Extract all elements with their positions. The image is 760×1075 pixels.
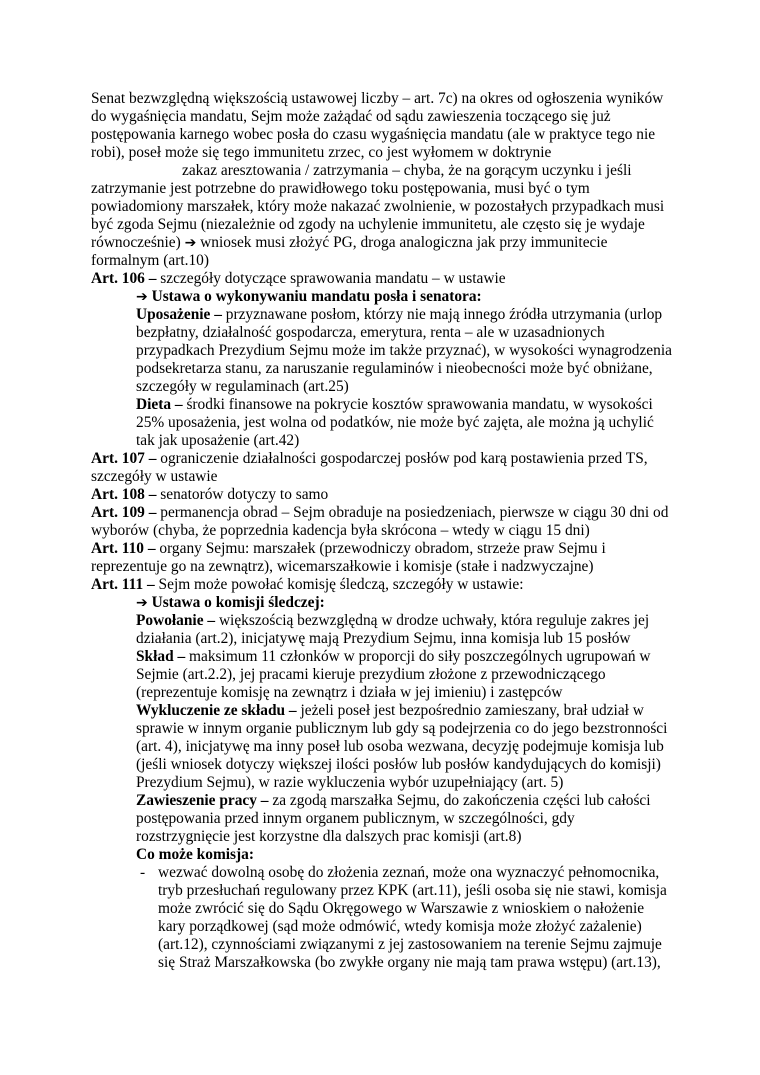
bold-heading-text: Art. 107 –: [91, 450, 157, 467]
body-text: (art. 4), inicjatywę ma inny poseł lub osoba wezwana, decyzję podejmuje komisja lub: [136, 738, 664, 755]
text-line: [136, 594, 325, 612]
body-text: wezwać dowolną osobę do złożenia zeznań, może ona wyznaczyć pełnomocnika,: [158, 864, 660, 881]
body-text: wyborów (chyba, że poprzednia kadencja była skrócona – wtedy w ciągu 15 dni): [91, 522, 590, 539]
text-line: [136, 324, 605, 342]
body-text: postępowania karnego wobec posła do czasu wygaśnięcia mandatu (ale w praktyce tego nie: [91, 126, 656, 143]
body-text: maksimum 11 członków w proporcji do siły poszczególnych ugrupowań w: [185, 648, 651, 665]
body-text: Senat bezwzględną większością ustawowej liczby – art. 7c) na okres od ogłoszenia wyników: [91, 90, 664, 107]
body-text: do wygaśnięcia mandatu, Sejm może zażądać od sądu zawieszenia toczącego się już: [91, 108, 611, 125]
body-text: przyznawane posłom, którzy nie mają innego źródła utrzymania (urlop: [221, 306, 663, 323]
text-line: [136, 774, 563, 792]
text-line: [136, 846, 254, 864]
body-text: reprezentuje go na zewnątrz), wicemarszałkowie i komisje (stałe i nadzwyczajne): [91, 558, 594, 575]
text-line: [91, 486, 328, 504]
body-text: tak jak uposażenie (art.42): [136, 432, 300, 449]
bold-heading-text: Art. 109 –: [91, 504, 157, 521]
text-line: [158, 882, 667, 900]
text-line: [91, 504, 668, 522]
body-text: tryb przesłuchań regulowany przez KPK (art.11), jeśli osoba się nie stawi, komisja: [158, 882, 667, 899]
body-text: (jeśli wniosek dotyczy większej ilości posłów lub posłów kandydujących do komisji): [136, 756, 661, 773]
text-line: [91, 468, 218, 486]
text-line: [91, 108, 611, 126]
text-line: [136, 432, 299, 450]
body-text: działania (art.2), inicjatywę mają Prezydium Sejmu, inna komisja lub 15 posłów: [136, 630, 631, 647]
text-line: [136, 720, 667, 738]
text-line: [158, 954, 661, 972]
body-text: ograniczenie działalności gospodarczej posłów pod karą postawienia przed TS,: [156, 450, 648, 467]
body-text: większością bezwzględną w drodze uchwały, która reguluje zakres jej: [215, 612, 650, 629]
text-line: [91, 198, 664, 216]
bold-heading-text: Co może komisja:: [136, 846, 254, 863]
text-line: [140, 864, 145, 882]
text-line: [91, 450, 648, 468]
bold-heading-text: Zawieszenie pracy –: [136, 792, 269, 809]
text-line: [136, 630, 631, 648]
text-line: [91, 522, 590, 540]
text-line: [91, 216, 645, 234]
text-line: [182, 162, 632, 180]
body-text: organy Sejmu: marszałek (przewodniczy obradom, strzeże praw Sejmu i: [155, 540, 606, 557]
text-line: [136, 810, 575, 828]
bold-heading-text: Wykluczenie ze składu –: [136, 702, 297, 719]
body-text: Sejmie (art.2.2), jej pracami kieruje prezydium złożone z przewodniczącego: [136, 666, 606, 683]
text-line: [136, 828, 521, 846]
body-text: kary porządkowej (sąd może odmówić, wtedy komisja może złożyć zażalenie): [158, 918, 642, 935]
text-line: [91, 558, 594, 576]
body-text: bezpłatny, działalność gospodarcza, emerytura, renta – ale w uzasadnionych: [136, 324, 605, 341]
body-text: zatrzymanie jest potrzebne do prawidłowego toku postępowania, musi być o tym: [91, 180, 590, 197]
body-text: postępowania przed innym organem publicznym, w szczególności, gdy: [136, 810, 575, 827]
body-text: powiadomiony marszałek, który może nakazać zwolnienie, w pozostałych przypadkach musi: [91, 198, 665, 215]
bold-heading-text: Ustawa o wykonywaniu mandatu posła i senatora:: [147, 288, 482, 305]
text-line: [91, 180, 590, 198]
text-line: [158, 900, 644, 918]
text-line: [158, 918, 642, 936]
text-line: [91, 90, 663, 108]
text-line: [91, 270, 506, 288]
text-line: [158, 936, 662, 954]
text-line: [136, 792, 651, 810]
body-text: równocześnie): [91, 234, 185, 251]
text-line: [136, 414, 654, 432]
body-text: sprawie w innym organie publicznym lub gdy są podejrzenia co do jego bezstronności: [136, 720, 668, 737]
bold-heading-text: Art. 106 –: [91, 270, 157, 287]
bold-heading-text: Uposażenie –: [136, 306, 222, 323]
text-line: [91, 144, 551, 162]
arrow-icon: ➔: [136, 595, 148, 611]
body-text: być zgoda Sejmu (niezależnie od zgody na uchylenie immunitetu, ale często się je wydaje: [91, 216, 645, 233]
text-line: [136, 612, 649, 630]
text-line: [91, 540, 606, 558]
text-line: [136, 378, 349, 396]
arrow-icon: ➔: [136, 289, 148, 305]
text-line: [91, 576, 524, 594]
bold-heading-text: Art. 110 –: [91, 540, 156, 557]
body-text: podsekretarza stanu, za naruszanie regulaminów i nieobecności może być obniżane,: [136, 360, 653, 377]
body-text: przypadkach Prezydium Sejmu może im także przyznać), w wysokości wynagrodzenia: [136, 342, 672, 359]
bold-heading-text: Ustawa o komisji śledczej:: [147, 594, 325, 611]
text-line: [136, 360, 653, 378]
body-text: 25% uposażenia, jest wolna od podatków, nie może być zajęta, ale można ją uchylić: [136, 414, 654, 431]
body-text: szczegóły dotyczące sprawowania mandatu – w ustawie: [156, 270, 506, 287]
text-line: [136, 738, 664, 756]
body-text: Sejm może powołać komisję śledczą, szczegóły w ustawie:: [154, 576, 524, 593]
body-text: szczegóły w regulaminach (art.25): [136, 378, 349, 395]
text-line: [91, 252, 209, 270]
body-text: środki finansowe na pokrycie kosztów sprawowania mandatu, w wysokości: [182, 396, 653, 413]
text-line: [136, 342, 672, 360]
body-text: się Straż Marszałkowska (bo zwykłe organy nie mają tam prawa wstępu) (art.13),: [158, 954, 661, 971]
text-line: [136, 396, 653, 414]
bold-heading-text: Art. 111 –: [91, 576, 155, 593]
bold-heading-text: Art. 108 –: [91, 486, 157, 503]
text-line: [91, 234, 607, 252]
body-text: szczegóły w ustawie: [91, 468, 218, 485]
text-line: [136, 306, 662, 324]
text-line: [136, 288, 482, 306]
text-line: [136, 666, 606, 684]
body-text: Prezydium Sejmu), w razie wykluczenia wybór uzupełniający (art. 5): [136, 774, 564, 791]
text-line: [136, 684, 562, 702]
body-text: robi), poseł może się tego immunitetu zrzec, co jest wyłomem w doktrynie: [91, 144, 552, 161]
body-text: jeżeli poseł jest bezpośrednio zamieszany, brał udział w: [296, 702, 644, 719]
text-line: [136, 702, 644, 720]
body-text: rozstrzygnięcie jest korzystne dla dalszych prac komisji (art.8): [136, 828, 522, 845]
body-text: za zgodą marszałka Sejmu, do zakończenia części lub całości: [268, 792, 651, 809]
bold-heading-text: Skład –: [136, 648, 186, 665]
body-text: może zwrócić się do Sądu Okręgowego w Warszawie z wnioskiem o nałożenie: [158, 900, 645, 917]
body-text: (art.12), czynnościami związanymi z jej zastosowaniem na terenie Sejmu zajmuje: [158, 936, 662, 953]
body-text: wniosek musi złożyć PG, droga analogiczna jak przy immunitecie: [196, 234, 608, 251]
text-line: [136, 648, 651, 666]
text-line: [136, 756, 661, 774]
body-text: zakaz aresztowania / zatrzymania – chyba, że na gorącym uczynku i jeśli: [182, 162, 632, 179]
body-text: formalnym (art.10): [91, 252, 209, 269]
text-line: [158, 864, 659, 882]
bold-heading-text: Powołanie –: [136, 612, 216, 629]
arrow-icon: ➔: [184, 235, 197, 251]
bold-heading-text: Dieta –: [136, 396, 183, 413]
body-text: permanencja obrad – Sejm obraduje na posiedzeniach, pierwsze w ciągu 30 dni od: [156, 504, 669, 521]
body-text: senatorów dotyczy to samo: [156, 486, 329, 503]
body-text: -: [140, 864, 146, 881]
text-line: [91, 126, 655, 144]
body-text: (reprezentuje komisję na zewnątrz i działa w jej imieniu) i zastępców: [136, 684, 563, 701]
